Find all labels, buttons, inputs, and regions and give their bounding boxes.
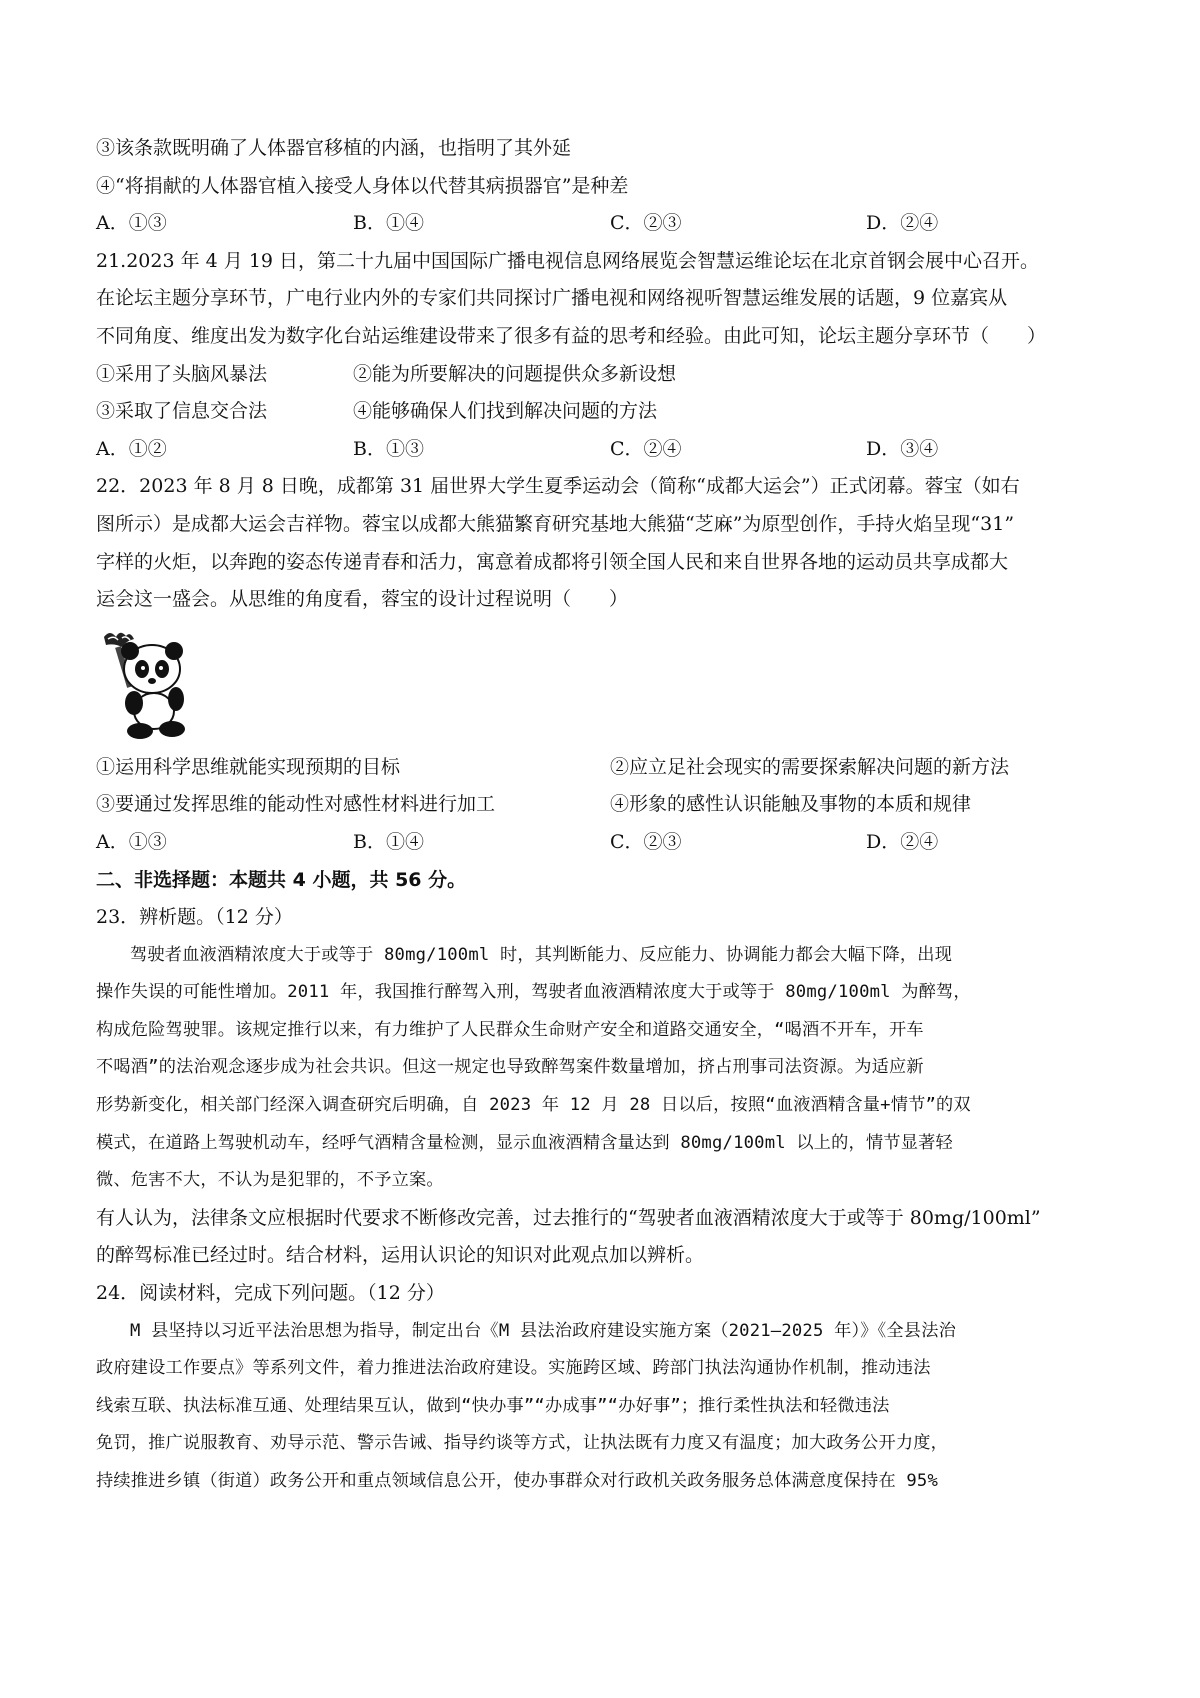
option-a: A．①③ [96, 830, 167, 853]
q23-material-line: 操作失误的可能性增加。2011 年，我国推行醉驾入刑，驾驶者血液酒精浓度大于或等于 80mg/100ml 为醉驾， [96, 982, 971, 1003]
panda-mascot-image [96, 619, 1126, 749]
q21-statement-4: ④能够确保人们找到解决问题的方法 [353, 400, 658, 423]
q24-material-line: M 县坚持以习近平法治思想为指导，制定出台《M 县法治政府建设实施方案（2021—2025 年）》《全县法治 [130, 1320, 956, 1341]
option-b: B．①④ [353, 830, 424, 853]
option-a: A．①② [96, 437, 167, 460]
option-b: B．①③ [353, 437, 424, 460]
q22-stem-line: 字样的火炬，以奔跑的姿态传递青春和活力，寓意着成都将引领全国人民和来自世界各地的运动员共享成都大 [96, 550, 1009, 573]
q22-stem-line: 运会这一盛会。从思维的角度看，蓉宝的设计过程说明（ ） [96, 588, 629, 611]
q22-statement-3: ③要通过发挥思维的能动性对感性材料进行加工 [96, 793, 496, 816]
q24-heading: 24．阅读材料，完成下列问题。（12 分） [96, 1282, 445, 1305]
q22-stem-line: 22．2023 年 8 月 8 日晚，成都第 31 届世界大学生夏季运动会（简称“成都大运会”）正式闭幕。蓉宝（如右 [96, 475, 1020, 498]
q22-statement-4: ④形象的感性认识能触及事物的本质和规律 [610, 793, 972, 816]
q22-statements-row [96, 749, 1126, 787]
q20-options [96, 205, 1126, 243]
option-d: D．②④ [866, 212, 939, 235]
q23-material-line: 模式，在道路上驾驶机动车，经呼气酒精含量检测，显示血液酒精含量达到 80mg/100ml 以上的，情节显著轻 [96, 1132, 953, 1153]
option-c: C．②③ [610, 830, 682, 853]
q23-heading: 23．辨析题。（12 分） [96, 906, 293, 929]
q22-statement-2: ②应立足社会现实的需要探索解决问题的新方法 [610, 755, 1010, 778]
q22-stem-line: 图所示）是成都大运会吉祥物。蓉宝以成都大熊猫繁育研究基地大熊猫“芝麻”为原型创作，手持火焰呈现“31” [96, 512, 1015, 535]
q21-stem-line: 21.2023 年 4 月 19 日，第二十九届中国国际广播电视信息网络展览会智慧运维论坛在北京首钢会展中心召开。 [96, 249, 1040, 272]
q23-material-line: 形势新变化，相关部门经深入调查研究后明确，自 2023 年 12 月 28 日以后，按照“血液酒精含量+情节”的双 [96, 1095, 971, 1116]
q23-material-line: 不喝酒”的法治观念逐步成为社会共识。但这一规定也导致醉驾案件数量增加，挤占刑事司法资源。为适应新 [96, 1057, 924, 1078]
q21-stem-line: 在论坛主题分享环节，广电行业内外的专家们共同探讨广播电视和网络视听智慧运维发展的话题，9 位嘉宾从 [96, 287, 1008, 310]
q21-statement-2: ②能为所要解决的问题提供众多新设想 [353, 362, 677, 385]
q24-material-line: 免罚，推广说服教育、劝导示范、警示告诫、指导约谈等方式，让执法既有力度又有温度；加大政务公开力度， [96, 1433, 948, 1454]
q22-statement-1: ①运用科学思维就能实现预期的目标 [96, 755, 401, 778]
exam-page [96, 130, 1126, 1501]
option-c: C．②④ [610, 437, 682, 460]
q20-statement-3: ③该条款既明确了人体器官移植的内涵，也指明了其外延 [96, 137, 572, 159]
option-d: D．②④ [866, 830, 939, 853]
section-heading: 二、非选择题：本题共 4 小题，共 56 分。 [96, 868, 467, 891]
q21-statement-3: ③采取了信息交合法 [96, 400, 268, 423]
option-b: B．①④ [353, 212, 424, 235]
q23-question-line: 有人认为，法律条文应根据时代要求不断修改完善，过去推行的“驾驶者血液酒精浓度大于或等于 80mg/100ml” [96, 1206, 1041, 1229]
q24-material-line: 持续推进乡镇（街道）政务公开和重点领域信息公开，使办事群众对行政机关政务服务总体满意度保持在 95% [96, 1471, 939, 1491]
q21-statement-1: ①采用了头脑风暴法 [96, 362, 268, 385]
q23-material-line: 构成危险驾驶罪。该规定推行以来，有力维护了人民群众生命财产安全和道路交通安全，“喝酒不开车，开车 [96, 1019, 924, 1040]
q23-material-line: 驾驶者血液酒精浓度大于或等于 80mg/100ml 时，其判断能力、反应能力、协调能力都会大幅下降，出现 [130, 944, 953, 965]
option-c: C．②③ [610, 212, 682, 235]
q21-statements-row [96, 393, 1126, 431]
q22-options [96, 824, 1126, 862]
q23-question-line: 的醉驾标准已经过时。结合材料，运用认识论的知识对此观点加以辨析。 [96, 1244, 705, 1267]
q22-statements-row [96, 786, 1126, 824]
q21-stem-line: 不同角度、维度出发为数字化台站运维建设带来了很多有益的思考和经验。由此可知，论坛主题分享环节（ ） [96, 324, 1047, 347]
option-d: D．③④ [866, 437, 939, 460]
q21-options [96, 431, 1126, 469]
q23-material-line: 微、危害不大，不认为是犯罪的，不予立案。 [96, 1170, 444, 1191]
q20-statement-4: ④“将捐献的人体器官植入接受人身体以代替其病损器官”是种差 [96, 174, 629, 197]
q24-material-line: 线索互联、执法标准互通、处理结果互认，做到“快办事”“办成事”“办好事”；推行柔性执法和轻微违法 [96, 1395, 890, 1416]
q21-statements-row [96, 356, 1126, 394]
q24-material-line: 政府建设工作要点》等系列文件，着力推进法治政府建设。实施跨区域、跨部门执法沟通协作机制，推动违法 [96, 1358, 931, 1379]
option-a: A．①③ [96, 212, 167, 235]
